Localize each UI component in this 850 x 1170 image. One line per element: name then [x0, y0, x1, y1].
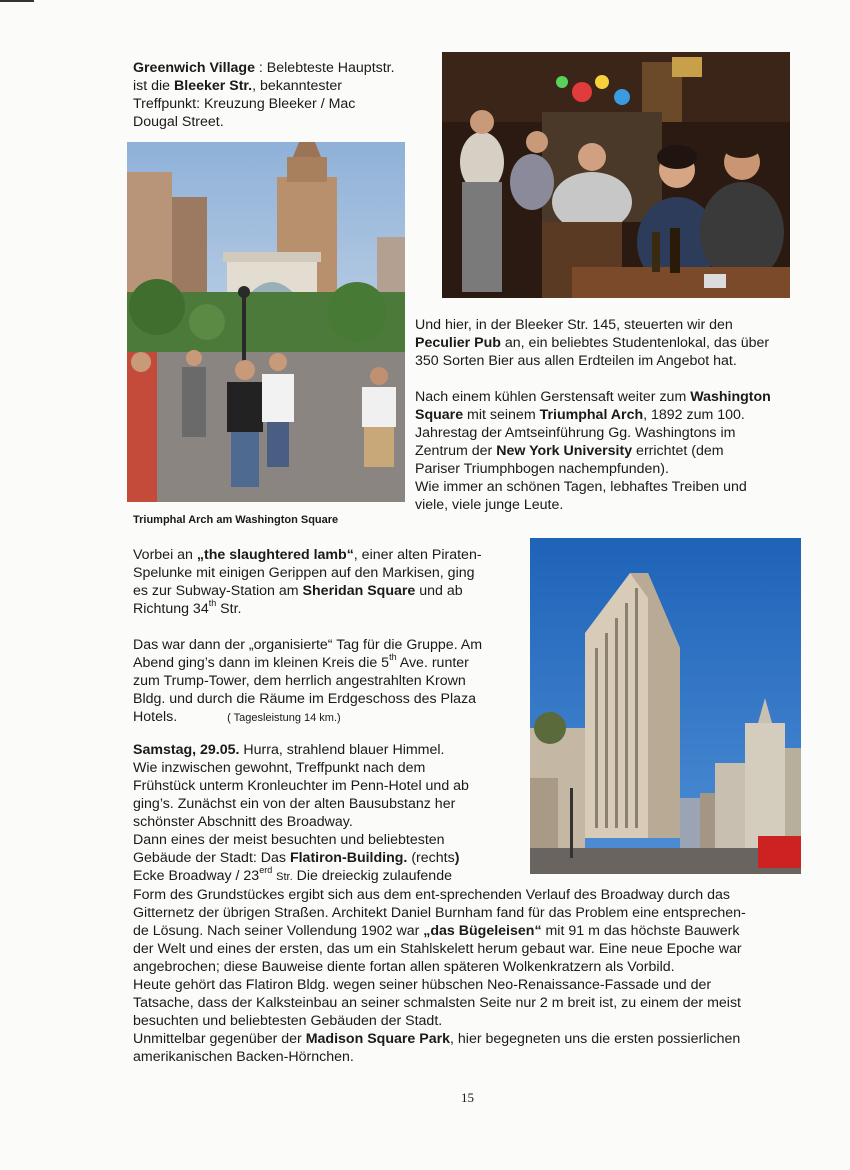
intro-greenwich-paragraph: Greenwich Village : Belebteste Hauptstr. ist die Bleeker Str., bekanntester Treffpunkt: Kreuzung Bleeker / Mac Dougal Street. [133, 60, 395, 130]
bleeker-street: Bleeker Str. [174, 78, 253, 94]
flatiron-building: Flatiron-Building. [289, 850, 408, 866]
slaughtered-lamb: „the slaughtered lamb“ [196, 547, 354, 563]
daily-distance: ( Tagesleistung 14 km.) [227, 712, 341, 724]
scan-corner-mark [0, 0, 34, 2]
saturday-paragraph: Samstag, 29.05. Hurra, strahlend blauer Himmel. Wie inzwischen gewohnt, Treffpunkt nach dem Frühstück unterm Kronleuchter im Penn-Hotel und ab ging’s. Zunächst ein von der alten Bausubstanz her schönster Abschnitt des Broadway. Dann eines der meist besuchten und beliebtesten Gebäude der Stadt: Das Flatiron-Building. (rechts) Ecke Broadway / $23^{erd}$ Str. Die dreieckig zulaufende Form des Grundstückes ergibt sich aus dem ent-sprechenden Verlauf des Broadway durch das Gitternetz der übrigen Straßen. Architekt Daniel Burnham fand für das Problem eine entsprechen- de Lösung. Nach seiner Vollendung 1902 war „das Bügeleisen“ mit 91 m das höchste Bauwerk der Welt und eines der ersten, das um ein Stahlskelett herum gebaut war. Eine neue Epoche war angebrochen; diese Bauweise diente fortan allen späteren Wolkenkratzern als Vorbild. Heute gehört das Flatiron Bldg. wegen seiner hübschen Neo-Renaissance-Fassade und der Tatsache, dass der Kalksteinbau an seiner schmalsten Seite nur 2 m breit ist, zu einem der meist besuchten und beliebtesten Gebäuden der Stadt. Unmittelbar gegenüber der Madison Square Park, hier begegneten uns die ersten possierlichen amerikanischen Backen-Hörnchen. [133, 742, 746, 1065]
organized-day-paragraph: Das war dann der „organisierte“ Tag für die Gruppe. Am Abend ging’s dann im kleinen Kreis die 5th Ave. runter zum Trump-Tower, dem herrlich angestrahlten Krown Bldg. und durch die Räume im Erdgeschoss des Plaza Hotels. ( Tagesleistung 14 km.) [133, 637, 483, 725]
madison-square-park: Madison Square Park [305, 1031, 451, 1047]
pub-photo [442, 52, 790, 298]
peculier-pub-paragraph: Und hier, in der Bleeker Str. 145, steuerten wir den Peculier Pub an, ein beliebtes Studentenlokal, das über 350 Sorten Bier aus allen Erdteilen im Angebot hat. [415, 317, 770, 369]
arch-caption: Triumphal Arch am Washington Square [133, 514, 339, 526]
slaughtered-lamb-paragraph: Vorbei an „the slaughtered lamb“, einer alten Piraten- Spelunke mit einigen Gerippen auf den Markisen, ging es zur Subway-Station am Sheridan Square und ab Richtung 34th Str. [133, 547, 482, 617]
greenwich-village-heading: Greenwich Village [133, 60, 255, 76]
arch-photo [127, 142, 405, 502]
new-york-university: New York University [496, 443, 633, 459]
peculier-pub: Peculier Pub [415, 335, 501, 351]
saturday-date: Samstag, 29.05. [133, 742, 240, 758]
sheridan-square: Sheridan Square [302, 583, 416, 599]
washington-square-paragraph: Nach einem kühlen Gerstensaft weiter zum Washington Square mit seinem Triumphal Arch, 1892 zum 100. Jahrestag der Amtseinführung Gg. Washingtons im Zentrum der New York University errichtet (dem Pariser Triumphbogen nachempfunden). Wie immer an schönen Tagen, lebhaftes Treiben und viele, viele junge Leute. [415, 389, 771, 513]
washington: Washington [690, 389, 771, 405]
square: Square [415, 407, 464, 423]
page-number: 15 [461, 1090, 474, 1105]
das-buegeleisen: „das Bügeleisen“ [423, 923, 542, 939]
triumphal-arch: Triumphal Arch [539, 407, 644, 423]
